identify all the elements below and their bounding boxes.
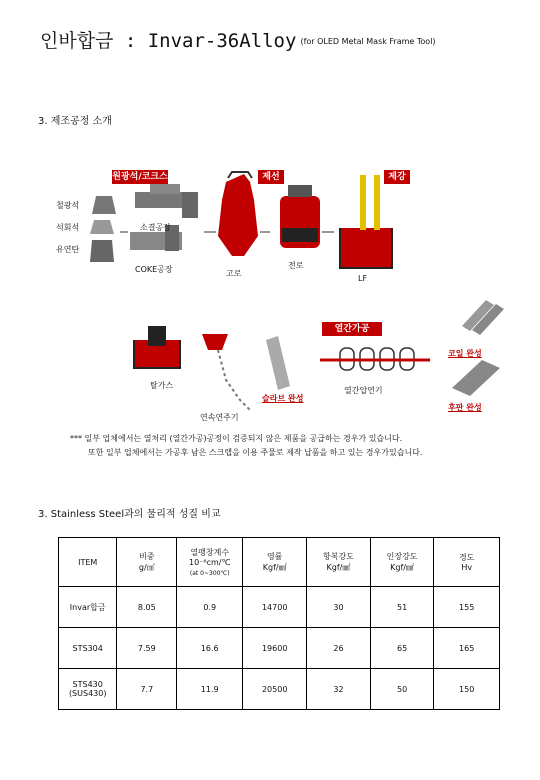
table-cell: 19600: [243, 628, 307, 669]
table-row: [59, 669, 500, 710]
hot-working-tag: 열간가공: [322, 322, 382, 336]
table-row: [59, 628, 500, 669]
column-header: 비중 g/㎤: [117, 538, 177, 587]
column-header: 항복강도 Kgf/㎟: [307, 538, 371, 587]
table-cell: 20500: [243, 669, 307, 710]
table-cell: 16.6: [177, 628, 243, 669]
column-header: 영률 Kgf/㎟: [243, 538, 307, 587]
column-header: ITEM: [59, 538, 117, 587]
table-cell: 0.9: [177, 587, 243, 628]
table-cell: 30: [307, 587, 371, 628]
blast-furnace-icon: [218, 174, 258, 256]
table-cell: 50: [370, 669, 434, 710]
raw-item-label: 석회석: [56, 223, 80, 232]
section-process-heading: 3. 제조공정 소개: [38, 116, 112, 127]
sinter-label: 소결공장: [140, 223, 171, 232]
comparison-table: [58, 537, 500, 710]
table-cell: 8.05: [117, 587, 177, 628]
table-cell: 11.9: [177, 669, 243, 710]
limestone-icon: [90, 220, 114, 234]
column-header: 인장강도 Kgf/㎟: [370, 538, 434, 587]
note-line: *** 일부 업체에서는 열처리 (열간가공)공정이 검증되지 않은 제품을 공급하는 경우가 있습니다.: [70, 434, 403, 443]
blast-furnace-label: 고로: [226, 269, 242, 278]
caster-label: 연속연주기: [200, 413, 239, 422]
coal-icon: [90, 240, 114, 262]
raw-material-tag: 원광석/코크스: [112, 172, 168, 182]
mill-label: 열간압연기: [344, 386, 383, 395]
table-cell: 26: [307, 628, 371, 669]
table-cell: 155: [434, 587, 500, 628]
section-compare-heading: 3. Stainless Steel과의 물리적 성질 비교: [38, 509, 221, 520]
slab-label: 슬라브 완성: [262, 394, 304, 403]
slab-icon: [266, 336, 290, 390]
table-cell: 14700: [243, 587, 307, 628]
title-main: 인바합금 : Invar-36Alloy: [40, 30, 297, 52]
table-cell: 7.7: [117, 669, 177, 710]
lf-label: LF: [358, 274, 368, 283]
table-cell: 32: [307, 669, 371, 710]
iron-ore-icon: [92, 196, 116, 214]
table-cell: 65: [370, 628, 434, 669]
raw-item-label: 유연탄: [56, 245, 80, 254]
ladle-furnace-icon: [340, 228, 392, 268]
note-line: 또한 일부 업체에서는 가공후 남은 스크랩을 이용 주물로 제작 납품을 하고 있는 경우가있습니다.: [88, 448, 423, 457]
coke-label: COKE공장: [135, 265, 173, 274]
column-header: 열팽창계수 10⁻⁶cm/℃ (at 0~300℃): [177, 538, 243, 587]
table-cell: 7.59: [117, 628, 177, 669]
title-subtitle: (for OLED Metal Mask Frame Tool): [300, 37, 436, 46]
table-cell: Invar합금: [59, 587, 117, 628]
plate-icon: [452, 360, 500, 396]
table-header-row: [59, 538, 500, 587]
steelmaking-tag: 제강: [384, 170, 410, 184]
table-cell: STS304: [59, 628, 117, 669]
table-cell: 51: [370, 587, 434, 628]
plate-label: 후판 완성: [448, 403, 482, 412]
raw-item-label: 철광석: [56, 201, 80, 210]
converter-label: 전로: [288, 261, 304, 270]
table-row: [59, 587, 500, 628]
table-cell: 150: [434, 669, 500, 710]
coil-label: 코일 완성: [448, 349, 482, 358]
tundish-icon: [202, 334, 228, 350]
ironmaking-tag: 제선: [258, 170, 284, 184]
column-header: 경도 Hv: [434, 538, 500, 587]
table-cell: STS430 (SUS430): [59, 669, 117, 710]
degas-label: 탈가스: [150, 381, 174, 390]
table-cell: 165: [434, 628, 500, 669]
